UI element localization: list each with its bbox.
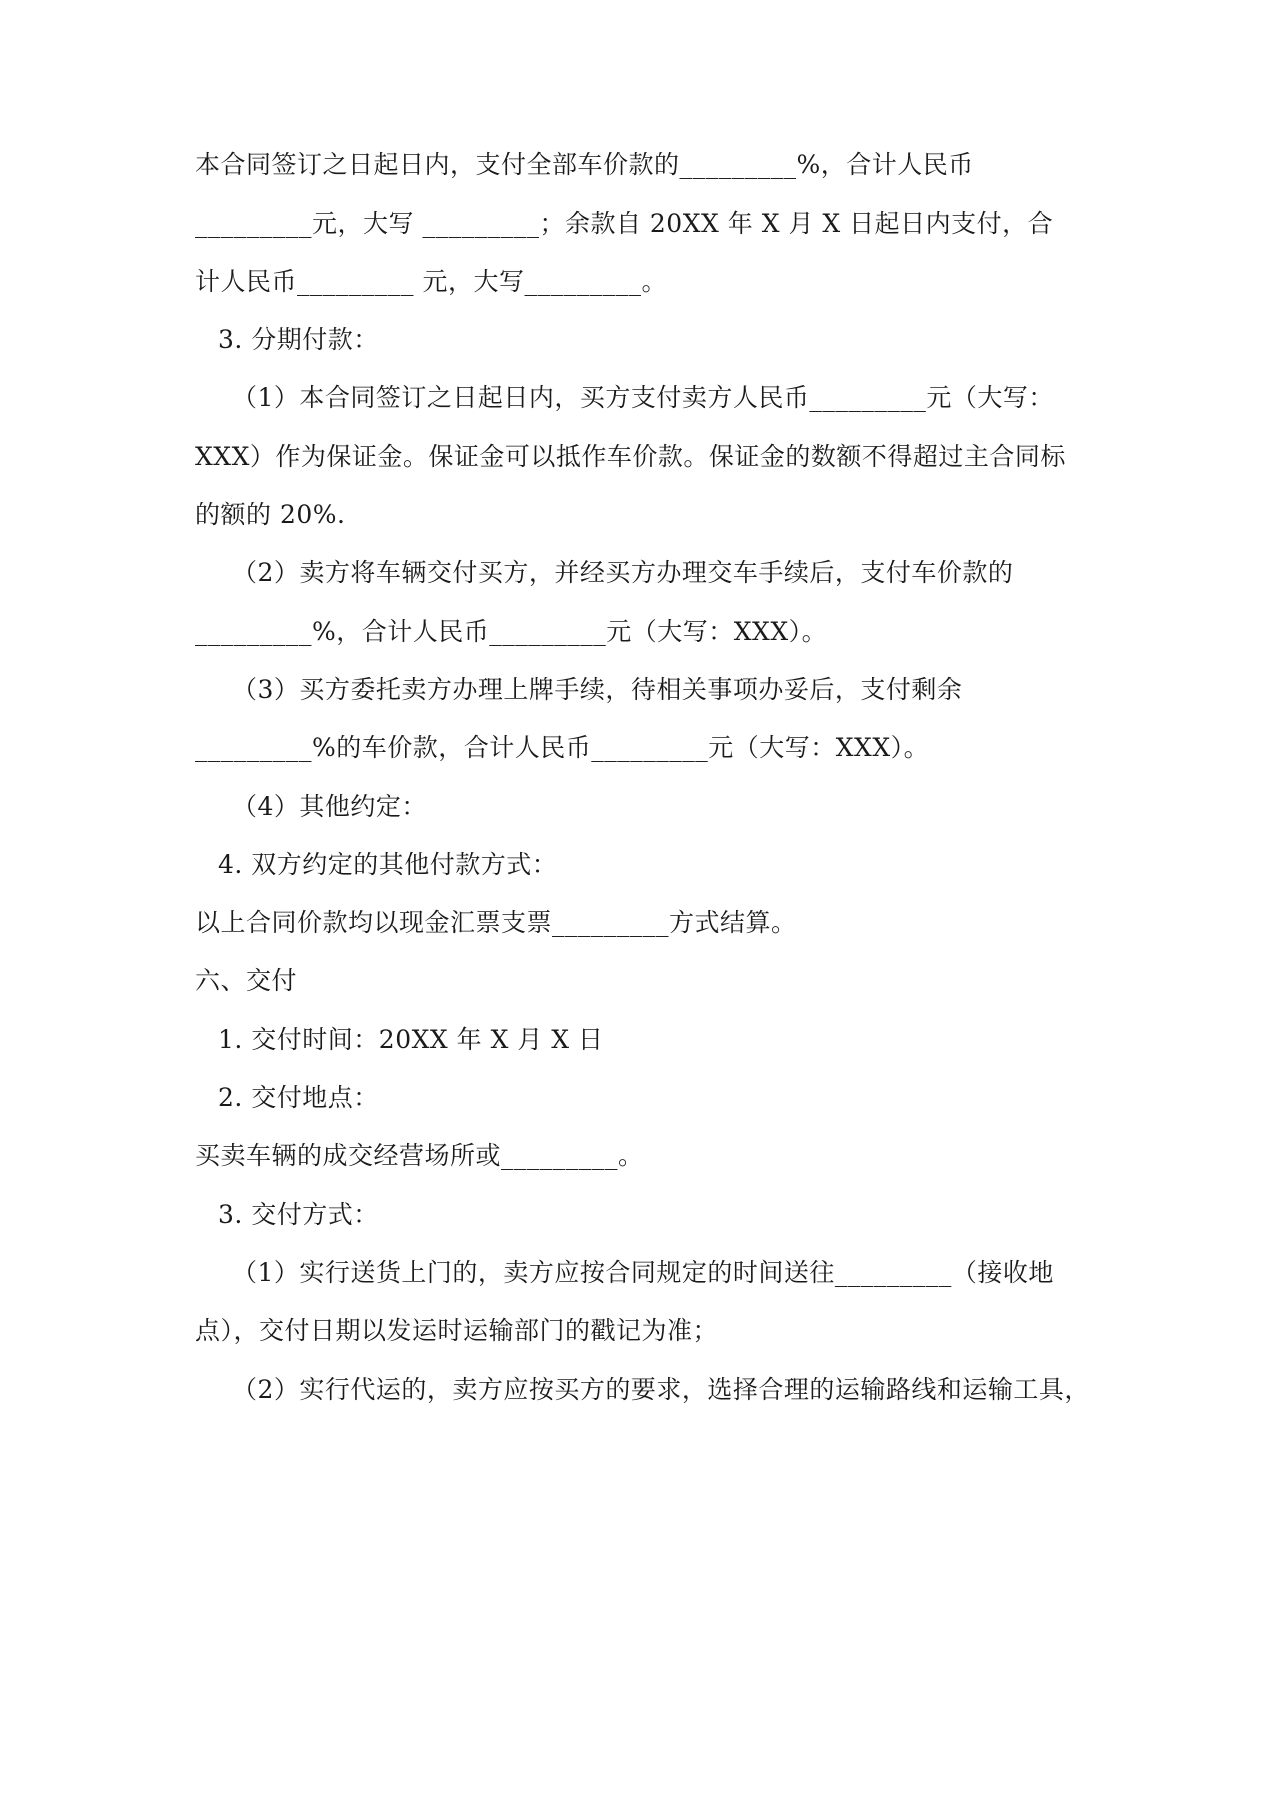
- section-heading: 4. 双方约定的其他付款方式：: [218, 850, 558, 879]
- text-line: 计人民币_________ 元，大写_________。: [195, 267, 667, 296]
- text-line: 以上合同价款均以现金汇票支票_________方式结算。: [195, 908, 797, 937]
- text-line: 本合同签订之日起日内，支付全部车价款的_________%，合计人民币: [195, 150, 974, 179]
- section-heading: 1. 交付时间：20XX 年 X 月 X 日: [218, 1025, 604, 1054]
- text-line: _________%，合计人民币_________元（大写：XXX）。: [195, 617, 828, 646]
- section-heading: 2. 交付地点：: [218, 1083, 379, 1112]
- section-heading: 3. 分期付款：: [218, 325, 379, 354]
- text-line: 的额的 20%.: [195, 500, 346, 529]
- text-line: _________%的车价款，合计人民币_________元（大写：XXX）。: [195, 733, 930, 762]
- text-line: _________元，大写 _________；余款自 20XX 年 X 月 X 日起日内支付，合: [195, 209, 1054, 238]
- text-line: （4）其他约定：: [232, 792, 427, 821]
- text-line: （1）实行送货上门的，卖方应按合同规定的时间送往_________（接收地: [232, 1258, 1054, 1287]
- chapter-heading: 六、交付: [195, 966, 298, 995]
- text-line: 买卖车辆的成交经营场所或_________。: [195, 1141, 644, 1170]
- section-heading: 3. 交付方式：: [218, 1200, 379, 1229]
- text-line: （1）本合同签订之日起日内，买方支付卖方人民币_________元（大写：: [232, 383, 1054, 412]
- text-line: 点），交付日期以发运时运输部门的戳记为准；: [195, 1316, 719, 1345]
- text-line: XXX）作为保证金。保证金可以抵作车价款。保证金的数额不得超过主合同标: [195, 442, 1066, 471]
- text-line: （2）实行代运的，卖方应按买方的要求，选择合理的运输路线和运输工具，: [232, 1375, 1090, 1404]
- text-line: （3）买方委托卖方办理上牌手续，待相关事项办妥后，支付剩余: [232, 675, 963, 704]
- text-line: （2）卖方将车辆交付买方，并经买方办理交车手续后，支付车价款的: [232, 558, 1014, 587]
